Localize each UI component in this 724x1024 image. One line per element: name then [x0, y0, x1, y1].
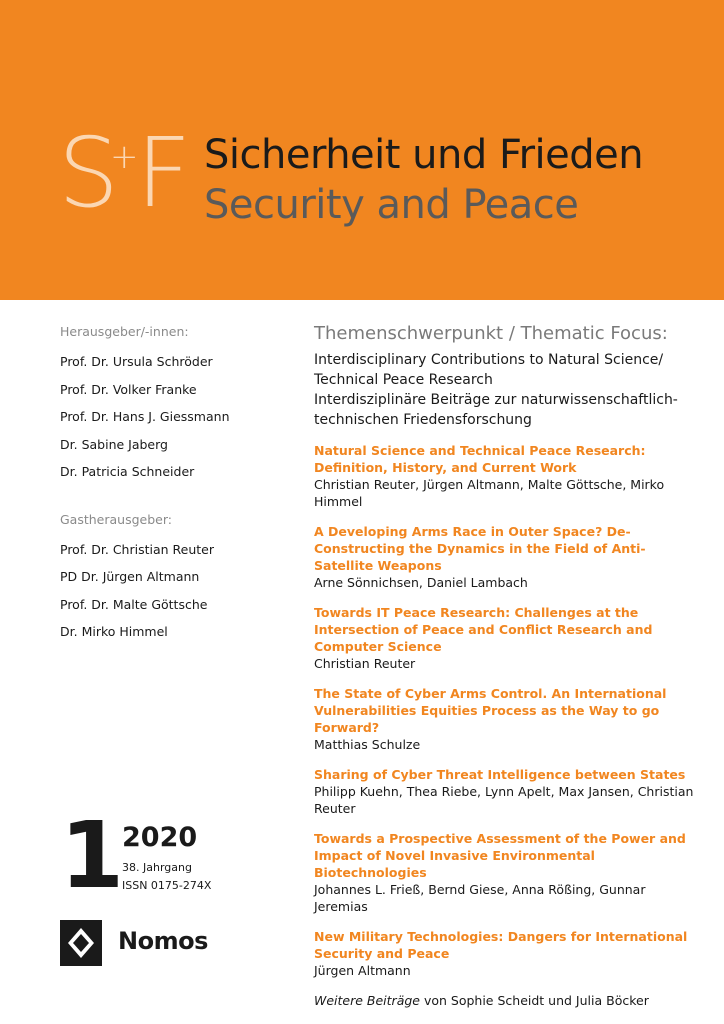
issue-volume: 38. Jahrgang — [122, 861, 192, 874]
article-title: Sharing of Cyber Threat Intelligence between States — [314, 767, 686, 782]
journal-title-english: Security and Peace — [204, 182, 579, 228]
article-authors: Jürgen Altmann — [314, 963, 411, 978]
thematic-focus-title-line: technischen Friedensforschung — [314, 412, 532, 428]
article-authors: Matthias Schulze — [314, 737, 421, 752]
article-title: Towards a Prospective Assessment of the Power and Impact of Novel Invasive Environmental Biotechnologies — [314, 831, 686, 880]
article-entry — [314, 604, 699, 672]
article-authors: Johannes L. Frieß, Bernd Giese, Anna Rößing, Gunnar Jeremias — [314, 882, 646, 914]
thematic-focus-label: Themenschwerpunkt / Thematic Focus: — [314, 323, 668, 344]
article-title: A Developing Arms Race in Outer Space? De-Constructing the Dynamics in the Field of Anti-Satellite Weapons — [314, 524, 646, 573]
editors-label: Herausgeber/-innen: — [60, 324, 189, 339]
article-authors: Arne Sönnichsen, Daniel Lambach — [314, 575, 528, 590]
further-contributions — [314, 992, 699, 1009]
article-entry — [314, 830, 699, 915]
thematic-focus-title-line: Interdisciplinary Contributions to Natural Science/ — [314, 352, 664, 368]
cover-header — [0, 0, 724, 300]
guest-editor-name: Dr. Mirko Himmel — [60, 624, 168, 639]
journal-title-german: Sicherheit und Frieden — [204, 132, 644, 178]
issue-year: 2020 — [122, 822, 198, 853]
publisher-name: Nomos — [118, 927, 208, 955]
editor-name: Dr. Patricia Schneider — [60, 464, 195, 479]
article-list — [314, 442, 699, 979]
editor-name: Dr. Sabine Jaberg — [60, 436, 168, 452]
editor-name: Prof. Dr. Hans J. Giessmann — [60, 409, 230, 424]
article-title: Natural Science and Technical Peace Research: Definition, History, and Current Work — [314, 443, 646, 475]
logo-letter-f: F — [136, 117, 192, 229]
logo-plus: + — [110, 137, 139, 177]
publisher-block — [60, 920, 260, 966]
guest-editors-label: Gastherausgeber: — [60, 511, 172, 527]
article-entry — [314, 523, 699, 591]
guest-editor-name: Prof. Dr. Malte Göttsche — [60, 596, 208, 612]
article-title: Towards IT Peace Research: Challenges at the Intersection of Peace and Conflict Research and Computer Science — [314, 605, 653, 654]
issue-issn: ISSN 0175-274X — [122, 879, 212, 892]
guest-editor-name: Prof. Dr. Christian Reuter — [60, 541, 215, 557]
article-authors: Philipp Kuehn, Thea Riebe, Lynn Apelt, Max Jansen, Christian Reuter — [314, 784, 694, 816]
article-entry — [314, 442, 699, 510]
guest-editor-name: PD Dr. Jürgen Altmann — [60, 569, 200, 584]
article-entry — [314, 766, 699, 817]
logo-letter-s: S — [58, 117, 115, 229]
thematic-focus-title-line: Interdisziplinäre Beiträge zur naturwissenschaftlich- — [314, 392, 678, 408]
further-contributions-italic: Weitere Beiträge — [314, 993, 420, 1008]
issue-number: 1 — [60, 802, 125, 909]
editor-name: Prof. Dr. Ursula Schröder — [60, 354, 213, 369]
article-authors: Christian Reuter, Jürgen Altmann, Malte Göttsche, Mirko Himmel — [314, 477, 665, 509]
article-entry — [314, 685, 699, 753]
editor-name: Prof. Dr. Volker Franke — [60, 381, 197, 397]
sf-logo — [58, 117, 192, 229]
article-title: The State of Cyber Arms Control. An International Vulnerabilities Equities Process as the Way to go Forward? — [314, 686, 667, 735]
nomos-logo-icon — [60, 920, 102, 966]
further-contributions-authors: von Sophie Scheidt und Julia Böcker — [419, 993, 649, 1008]
contents-column — [314, 322, 699, 1009]
thematic-focus-title-line: Technical Peace Research — [314, 372, 493, 388]
article-title: New Military Technologies: Dangers for International Security and Peace — [314, 929, 688, 961]
article-entry — [314, 928, 699, 979]
issue-info — [60, 802, 260, 912]
article-authors: Christian Reuter — [314, 656, 416, 671]
editors-sidebar — [60, 322, 280, 646]
